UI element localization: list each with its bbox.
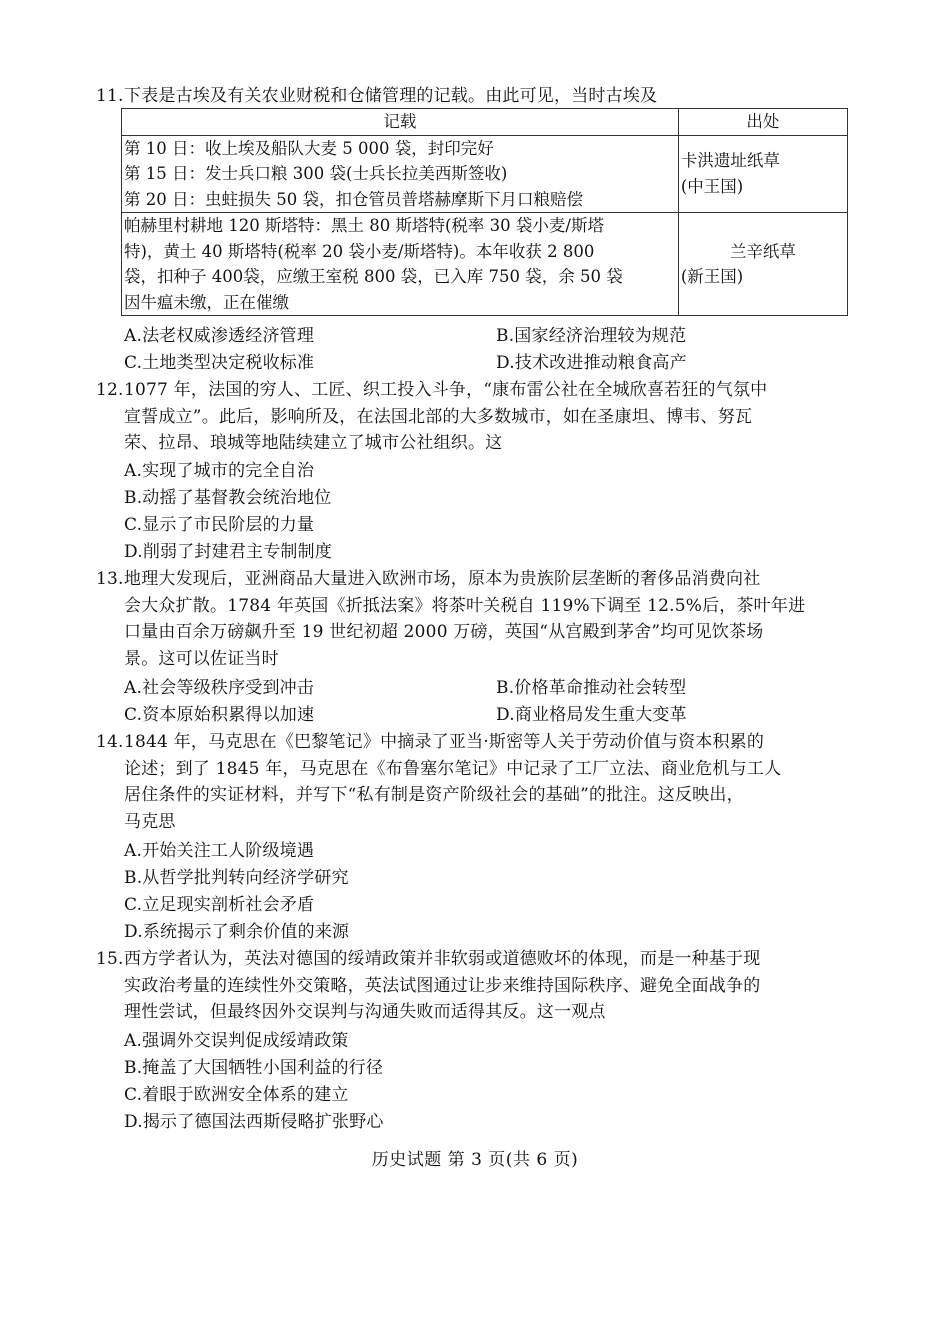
option-a[interactable]: A.实现了城市的完全自治 (124, 461, 315, 481)
option-b[interactable]: B.动摇了基督教会统治地位 (124, 488, 332, 508)
question-line: 荣、拉昂、琅城等地陆续建立了城市公社组织。这 (124, 433, 503, 453)
option-b[interactable]: B.从哲学批判转向经济学研究 (124, 868, 349, 888)
question-line: 理性尝试，但最终因外交误判与沟通失败而适得其反。这一观点 (124, 1002, 606, 1022)
option-c[interactable]: C.着眼于欧洲安全体系的建立 (124, 1085, 349, 1105)
question-number: 15. (96, 949, 124, 969)
question-line: 1844 年，马克思在《巴黎笔记》中摘录了亚当·斯密等人关于劳动价值与资本积累的 (124, 732, 765, 752)
question-line: 宣誓成立”。此后，影响所及，在法国北部的大多数城市，如在圣康坦、博韦、努瓦 (124, 406, 753, 427)
record-line: 第 15 日：发士兵口粮 300 袋(士兵长拉美西斯签收) (124, 164, 508, 183)
record-line: 第 20 日：虫蛀损失 50 袋，扣仓管员普塔赫摩斯下月口粮赔偿 (124, 189, 583, 209)
record-line: 第 10 日：收上埃及船队大麦 5 000 袋，封印完好 (124, 138, 494, 158)
option-a[interactable]: A.开始关注工人阶级境遇 (124, 841, 315, 861)
option-a[interactable]: A.社会等级秩序受到冲击 (124, 678, 315, 698)
option-b[interactable]: B.价格革命推动社会转型 (496, 678, 687, 698)
table-header-record: 记载 (122, 109, 679, 136)
option-d[interactable]: D.削弱了封建君主专制制度 (124, 542, 333, 562)
question-line: 地理大发现后，亚洲商品大量进入欧洲市场，原本为贵族阶层垄断的奢侈品消费向社 (124, 569, 761, 589)
page-footer: 历史试题 第 3 页(共 6 页) (371, 1150, 579, 1170)
question-line: 论述；到了 1845 年，马克思在《布鲁塞尔笔记》中记录了工厂立法、商业危机与工人 (124, 758, 782, 779)
option-b[interactable]: B.国家经济治理较为规范 (496, 326, 687, 346)
table-cell-record (122, 213, 679, 316)
source-name: 卡洪遗址纸草 (680, 151, 780, 171)
option-c[interactable]: C.土地类型决定税收标准 (124, 353, 315, 373)
option-c[interactable]: C.立足现实剖析社会矛盾 (124, 895, 315, 915)
question-line: 景。这可以佐证当时 (124, 648, 279, 669)
option-c[interactable]: C.显示了市民阶层的力量 (124, 515, 315, 535)
question-number: 12. (96, 380, 124, 400)
table-cell-source (678, 213, 847, 316)
table-cell-source (678, 135, 847, 213)
question-number: 13. (96, 569, 124, 589)
table-header-source: 出处 (678, 109, 847, 136)
question-line: 西方学者认为，英法对德国的绥靖政策并非软弱或道德败坏的体现，而是一种基于现 (124, 949, 761, 969)
table-header-row (122, 109, 848, 136)
record-line: 特)，黄土 40 斯塔特(税率 20 袋小麦/斯塔特)。本年收获 2 800 (124, 241, 595, 261)
option-c[interactable]: C.资本原始积累得以加速 (124, 705, 315, 725)
question-line: 马克思 (124, 811, 176, 832)
option-a[interactable]: A.法老权威渗透经济管理 (124, 326, 315, 346)
table-row (122, 135, 848, 213)
source-period: (新王国) (680, 267, 744, 286)
source-period: (中王国) (680, 176, 744, 196)
option-a[interactable]: A.强调外交误判促成绥靖政策 (124, 1031, 349, 1051)
question-line: 会大众扩散。1784 年英国《折抵法案》将茶叶关税自 119%下调至 12.5%后，茶叶年进 (124, 595, 806, 616)
question-number: 14. (96, 732, 124, 752)
question-12-stem (96, 377, 856, 457)
record-line: 因牛瘟未缴，正在催缴 (124, 292, 289, 312)
question-line: 口量由百余万磅飙升至 19 世纪初超 2000 万磅，英国“从宫殿到茅舍”均可见饮茶场 (124, 622, 764, 642)
table-cell-record (122, 135, 679, 213)
option-b[interactable]: B.掩盖了大国牺牲小国利益的行径 (124, 1058, 384, 1078)
option-d[interactable]: D.技术改进推动粮食高产 (496, 353, 687, 373)
question-number: 11. (96, 86, 124, 106)
option-d[interactable]: D.系统揭示了剩余价值的来源 (124, 922, 350, 942)
table-row (122, 213, 848, 316)
question-line: 1077 年，法国的穷人、工匠、织工投入斗争，“康布雷公社在全城欣喜若狂的气氛中 (124, 380, 768, 400)
option-d[interactable]: D.揭示了德国法西斯侵略扩张野心 (124, 1112, 384, 1132)
question-line: 实政治考量的连续性外交策略，英法试图通过让步来维持国际秩序、避免全面战争的 (124, 975, 761, 996)
record-line: 袋，扣种子 400袋，应缴王室税 800 袋，已入库 750 袋，余 50 袋 (124, 267, 623, 286)
option-d[interactable]: D.商业格局发生重大变革 (496, 705, 687, 725)
question-text: 下表是古埃及有关农业财税和仓储管理的记载。由此可见，当时古埃及 (124, 86, 658, 106)
question-14-stem (96, 729, 856, 835)
source-name: 兰辛纸草 (729, 241, 796, 261)
question-15-stem (96, 946, 856, 1026)
records-table (121, 108, 848, 316)
question-11-stem (96, 83, 856, 110)
question-13-stem (96, 566, 856, 672)
question-line: 居住条件的实证材料，并写下“私有制是资产阶级社会的基础”的批注。这反映出， (124, 785, 744, 805)
record-line: 帕赫里村耕地 120 斯塔特：黑土 80 斯塔特(税率 30 袋小麦/斯塔 (124, 216, 604, 235)
